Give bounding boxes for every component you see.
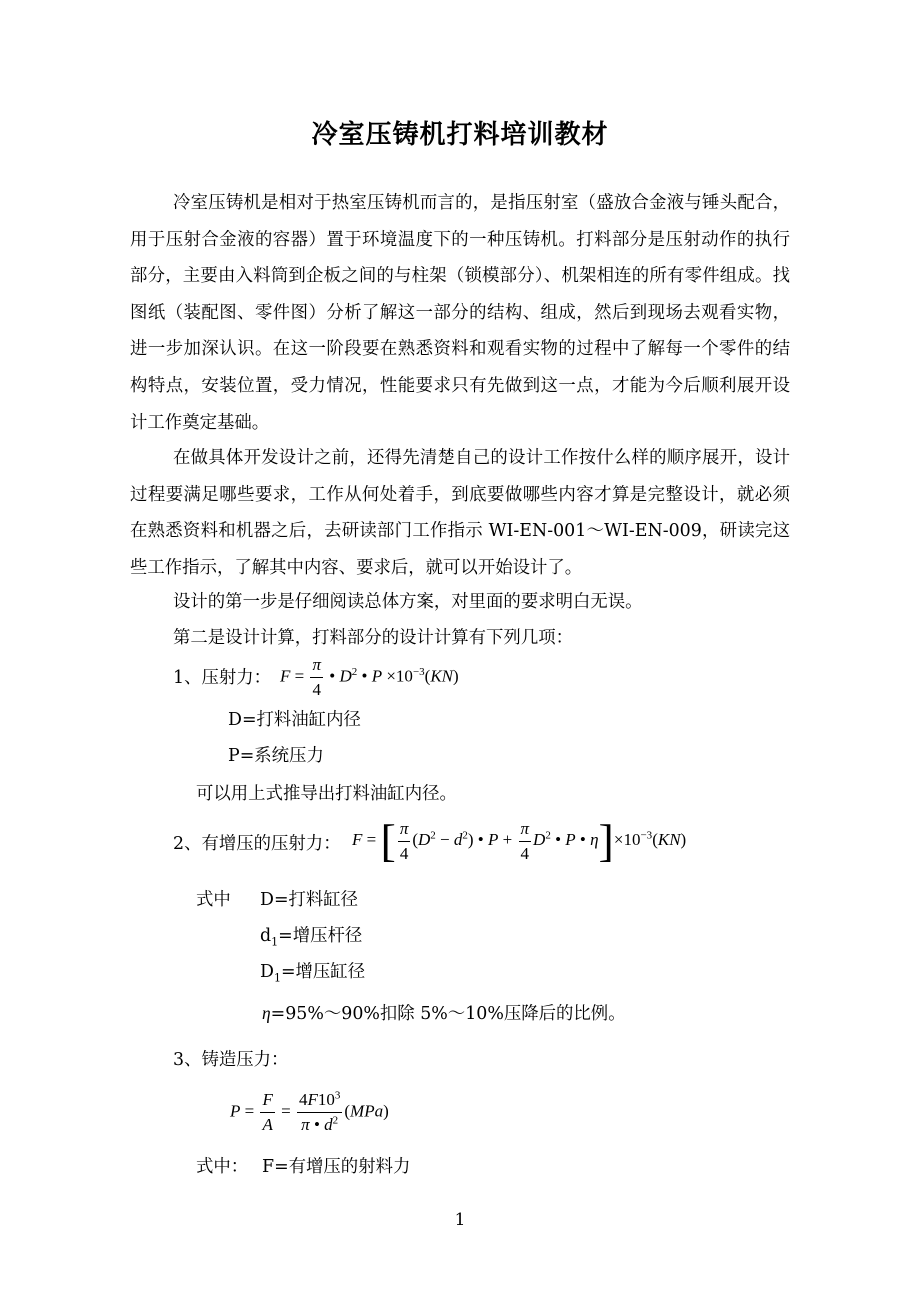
document-title: 冷室压铸机打料培训教材 — [311, 120, 609, 150]
item2-D-definition: D=打料缸径 — [260, 890, 359, 910]
item2-d1-text: =增压杆径 — [278, 926, 363, 946]
item3-label: 3、铸造压力： — [173, 1050, 289, 1070]
paragraph-step2: 第二是设计计算，打料部分的设计计算有下列几项： — [173, 628, 573, 648]
item2-eta-definition: η=95%～90%扣除 5%～10%压降后的比例。 — [262, 1003, 626, 1024]
item2-eta-text: =95%～90%扣除 5%～10%压降后的比例。 — [270, 1004, 626, 1024]
paragraph-step1: 设计的第一步是仔细阅读总体方案，对里面的要求明白无误。 — [173, 592, 643, 612]
item3-F-definition: F=有增压的射料力 — [262, 1157, 411, 1177]
item2-D1-text: =增压缸径 — [280, 962, 366, 982]
item3-where-label: 式中： — [196, 1157, 249, 1177]
item1-P-definition: P=系统压力 — [228, 746, 324, 766]
item2-D1-definition: $D_1=$增压缸径 — [260, 962, 366, 985]
item2-d1-definition: $d_1=$增压杆径 — [260, 926, 363, 949]
item1-D-definition: D=打料油缸内径 — [228, 710, 361, 730]
page-number: 1 — [454, 1210, 466, 1230]
formula-casting-pressure: P = $\frac{F}{A}$ = $\frac{4F10^3}{\pi • d^2}$ (MPa) — [230, 1089, 389, 1134]
item2-where-label: 式中 — [196, 890, 231, 910]
formula-injection-force: F = $\frac{\pi}{4}$ • $D^2$ • $P \times 10^{-3}(KN)$ — [280, 655, 459, 699]
paragraph-design-process: 在做具体开发设计之前，还得先清楚自己的设计工作按什么样的顺序展开，设计过程要满足哪些要求，工作从何处着手，到底要做哪些内容才算是完整设计，就必须在熟悉资料和机器之后，去研读部门工作指示 WI-EN-001～WI-EN-009，研读完这些工作指示，了解其中内容、要求后，就可以开始设计了。 — [130, 448, 790, 578]
paragraph-intro: 冷室压铸机是相对于热室压铸机而言的，是指压射室（盛放合金液与锤头配合，用于压射合金液的容器）置于环境温度下的一种压铸机。打料部分是压射动作的执行部分，主要由入料筒到企板之间的与柱架（锁模部分）、机架相连的所有零件组成。找图纸（装配图、零件图）分析了解这一部分的结构、组成，然后到现场去观看实物，进一步加深认识。在这一阶段要在熟悉资料和观看实物的过程中了解每一个零件的结构特点，安装位置，受力情况，性能要求只有先做到这一点，才能为今后顺利展开设计工作奠定基础。 — [130, 193, 790, 433]
item2-label: 2、有增压的压射力： — [173, 834, 341, 854]
formula-boosted-injection-force: F = [ $\frac{\pi}{4}$ $(D^2 - d^2)$ • P + $\frac{\pi}{4}$ $D^2$ • P • $\eta]\times 10^{-3}(KN)$ — [352, 815, 687, 866]
item1-label: 1、压射力： — [173, 668, 272, 688]
item1-note: 可以用上式推导出打料油缸内径。 — [196, 784, 457, 804]
